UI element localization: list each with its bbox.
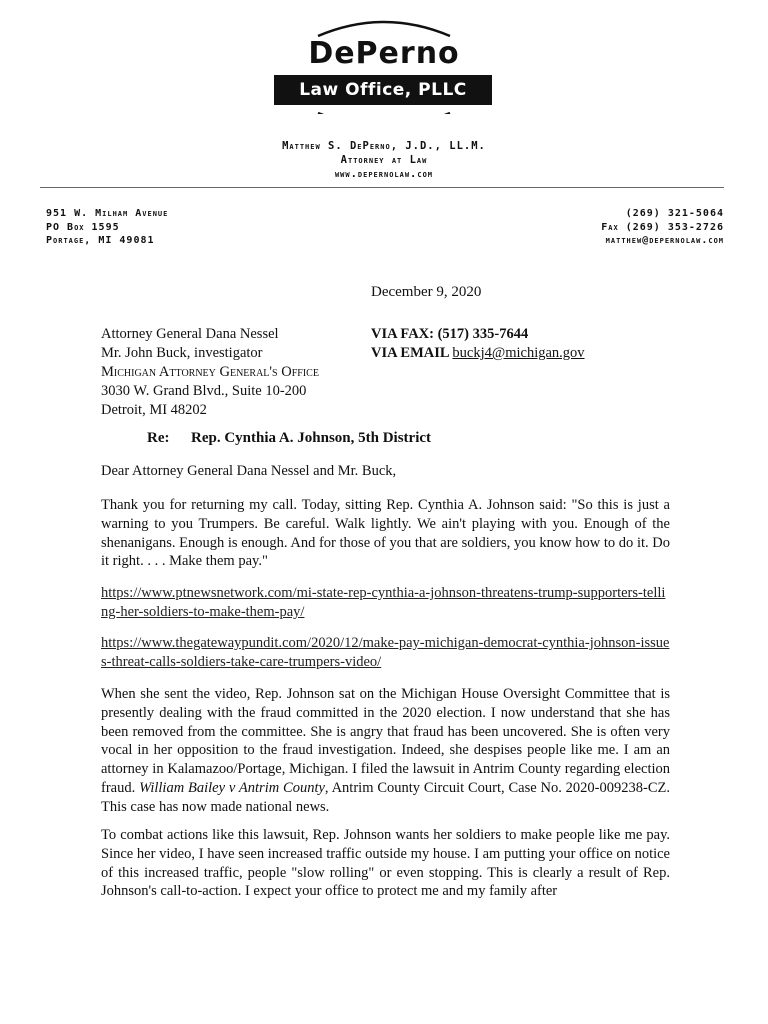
via-fax: VIA FAX: (517) 335-7644 — [371, 326, 529, 342]
via-email — [371, 344, 585, 363]
delivery-block — [371, 325, 585, 363]
phone: (269) 321-5064 — [625, 208, 724, 219]
office-contact — [601, 207, 724, 248]
recipient-email-link[interactable]: buckj4@michigan.gov — [452, 345, 585, 361]
body-paragraph-3: To combat actions like this lawsuit, Rep. Johnson wants her soldiers to make people like me pay. Since her video, I have seen increased traffic outside my house. I am putting your office on notice of this increased traffic, people "slow rolling" or even stopping. This is clearly a result of Rep. Johnson's call-to-action. I expect your office to protect me and my family after — [101, 827, 670, 900]
re-line — [147, 430, 431, 447]
address-line: 951 W. Milham Avenue — [46, 208, 169, 219]
address-line: Portage, MI 49081 — [46, 235, 155, 246]
recipient-line: Attorney General Dana Nessel — [101, 326, 279, 342]
salutation: Dear Attorney General Dana Nessel and Mr. Buck, — [101, 463, 397, 479]
header-divider — [40, 187, 724, 188]
paragraph-text: , Antrim County Circuit Court, Case No. 2020-009238-CZ. This case has now made national news. — [101, 779, 670, 815]
attorney-name: Matthew S. DePerno, J.D., LL.M. — [282, 140, 486, 152]
website: www.depernolaw.com — [334, 168, 434, 180]
firm-name: DePerno — [308, 36, 460, 71]
office-address — [46, 207, 168, 248]
attorney-title: Attorney at Law — [340, 154, 428, 166]
via-email-label: VIA EMAIL — [371, 345, 449, 361]
fax: Fax (269) 353-2726 — [601, 221, 724, 233]
paragraph-text: When she sent the video, Rep. Johnson sat on the Michigan House Oversight Committee that is presently dealing with the fraud committed in the 2020 election. I now understand that she has been removed from the committee. She is angry that fraud has been uncovered. She is often very vocal in her opposition to the fraud investigation. Indeed, she despises people like me. I am an attorney in Kalamazoo/Portage, Michigan. I filed the lawsuit in Antrim County regarding election fraud. — [101, 686, 670, 796]
recipient-line: Detroit, MI 48202 — [101, 402, 207, 418]
source-link-2[interactable]: https://www.thegatewaypundit.com/2020/12/make-pay-michigan-democrat-cynthia-johnson-issues-threat-calls-soldiers-take-care-trumpers-video/ — [101, 635, 670, 670]
attorney-block — [0, 139, 768, 181]
body-paragraph-1: Thank you for returning my call. Today, sitting Rep. Cynthia A. Johnson said: "So this is just a warning to you Trumpers. Be careful. Walk lightly. We ain't playing with you. Enough of the shenanigans. Enough is enough. And for those of you that are soldiers, you know how to do it. Do it right. . . . Make them pay." — [101, 497, 670, 570]
letter-date: December 9, 2020 — [371, 284, 482, 300]
re-subject: Rep. Cynthia A. Johnson, 5th District — [191, 430, 432, 446]
recipient-line: 3030 W. Grand Blvd., Suite 10-200 — [101, 383, 307, 399]
recipient-line: Michigan Attorney General's Office — [101, 364, 319, 380]
address-line: PO Box 1595 — [46, 221, 120, 233]
case-name: William Bailey v Antrim County — [139, 779, 325, 796]
body-paragraph-2 — [101, 685, 670, 817]
firm-subtitle: Law Office, PLLC — [274, 75, 492, 105]
source-link-1[interactable]: https://www.ptnewsnetwork.com/mi-state-rep-cynthia-a-johnson-threatens-trump-supporters-telling-her-soldiers-to-make-them-pay/ — [101, 585, 666, 620]
email: matthew@depernolaw.com — [605, 235, 724, 246]
recipient-block — [101, 325, 319, 420]
re-label: Re: — [147, 430, 170, 446]
recipient-line: Mr. John Buck, investigator — [101, 345, 263, 361]
